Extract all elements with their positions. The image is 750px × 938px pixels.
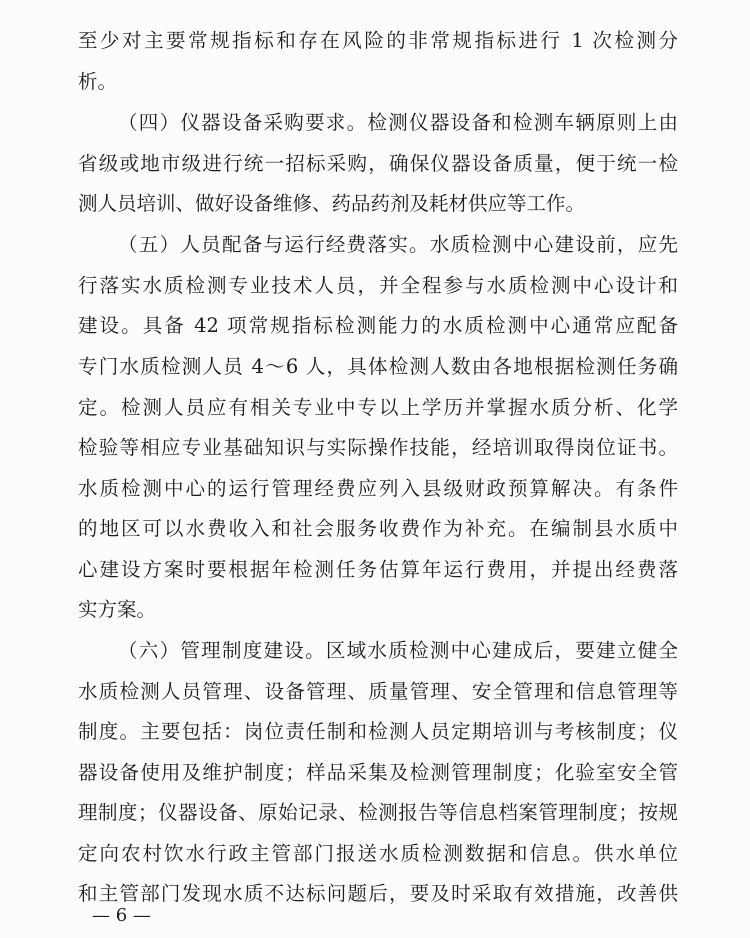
text-line: 至少对主要常规指标和存在风险的非常规指标进行 1 次检测分 — [78, 29, 678, 52]
text-line: 水质检测中心的运行管理经费应列入县级财政预算解决。有条件 — [78, 477, 678, 500]
text-line: 省级或地市级进行统一招标采购，确保仪器设备质量，便于统一检 — [78, 152, 678, 175]
section-heading-5: （五）人员配备与运行经费落实。水质检测中心建设前，应先 — [118, 233, 678, 256]
text-line: 析。 — [78, 70, 118, 93]
text-line: 的地区可以水费收入和社会服务收费作为补充。在编制县水质中 — [78, 517, 678, 540]
text-line: 专门水质检测人员 4～6 人，具体检测人数由各地根据检测任务确 — [78, 355, 678, 378]
text-line: 器设备使用及维护制度；样品采集及检测管理制度；化验室安全管 — [78, 761, 678, 784]
section-heading-6: （六）管理制度建设。区域水质检测中心建成后，要建立健全 — [118, 639, 678, 662]
text-line: 水质检测人员管理、设备管理、质量管理、安全管理和信息管理等 — [78, 680, 678, 703]
text-line: 和主管部门发现水质不达标问题后，要及时采取有效措施，改善供 — [78, 882, 678, 905]
section-heading-4: （四）仪器设备采购要求。检测仪器设备和检测车辆原则上由 — [118, 111, 678, 134]
page-number: — 6 — — [92, 905, 151, 926]
text-line: 建设。具备 42 项常规指标检测能力的水质检测中心通常应配备 — [78, 314, 678, 337]
text-line: 心建设方案时要根据年检测任务估算年运行费用，并提出经费落 — [78, 558, 678, 581]
text-line: 检验等相应专业基础知识与实际操作技能，经培训取得岗位证书。 — [78, 436, 678, 459]
text-line: 制度。主要包括：岗位责任制和检测人员定期培训与考核制度；仪 — [78, 720, 678, 743]
text-line: 定向农村饮水行政主管部门报送水质检测数据和信息。供水单位 — [78, 842, 678, 865]
text-line: 测人员培训、做好设备维修、药品药剂及耗材供应等工作。 — [78, 192, 586, 215]
text-line: 行落实水质检测专业技术人员，并全程参与水质检测中心设计和 — [78, 274, 678, 297]
text-line: 实方案。 — [78, 598, 157, 621]
text-line: 定。检测人员应有相关专业中专以上学历并掌握水质分析、化学 — [78, 396, 678, 419]
text-line: 理制度；仪器设备、原始记录、检测报告等信息档案管理制度；按规 — [78, 801, 678, 824]
